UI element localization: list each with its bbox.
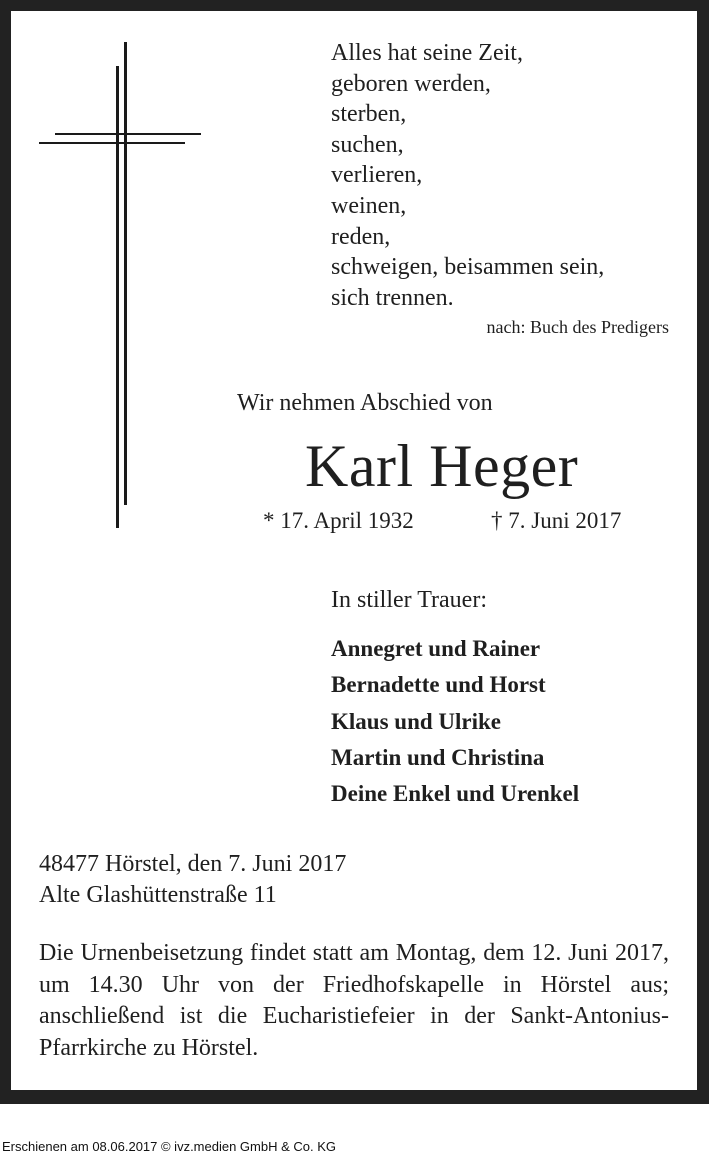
mourner-name: Klaus und Ulrike — [331, 708, 501, 734]
place-date: 48477 Hörstel, den 7. Juni 2017 — [39, 851, 347, 877]
verse-line: Alles hat seine Zeit, — [331, 40, 523, 66]
street-address: Alte Glashüttenstraße 11 — [39, 882, 277, 908]
verse-line: sich trennen. — [331, 284, 454, 311]
farewell-intro: Wir nehmen Abschied von — [237, 390, 493, 416]
mourners-list — [331, 631, 579, 812]
verse-line: suchen, — [331, 131, 404, 158]
verse-block — [331, 38, 604, 313]
deceased-name: Karl Heger — [305, 433, 579, 499]
verse-line: sterben, — [331, 101, 407, 128]
publication-footer: Erschienen am 08.06.2017 © ivz.medien GmbH & Co. KG — [2, 1139, 337, 1154]
birth-date: * 17. April 1932 — [263, 508, 414, 533]
verse-source: nach: Buch des Predigers — [486, 317, 669, 337]
verse-line: weinen, — [331, 192, 407, 219]
obituary-card — [11, 11, 697, 1090]
mourner-name: Deine Enkel und Urenkel — [331, 781, 580, 807]
verse-line: verlieren, — [331, 162, 423, 189]
death-date: † 7. Juni 2017 — [491, 508, 622, 533]
address-block — [39, 849, 346, 911]
verse-line: reden, — [331, 223, 391, 250]
mourner-name: Annegret und Rainer — [331, 636, 541, 661]
verse-line: schweigen, beisammen sein, — [331, 254, 605, 281]
mourning-heading: In stiller Trauer: — [331, 587, 487, 613]
verse-line: geboren werden, — [331, 70, 491, 97]
funeral-details: Die Urnenbeisetzung findet statt am Montag, dem 12. Juni 2017, um 14.30 Uhr von der Friedhofskapelle in Hörstel aus; anschließend ist die Eucharistiefeier in der Sankt-Antonius-Pfarrkirche zu Hörstel. — [39, 940, 669, 1061]
mourner-name: Bernadette und Horst — [331, 672, 546, 698]
mourner-name: Martin und Christina — [331, 744, 545, 770]
